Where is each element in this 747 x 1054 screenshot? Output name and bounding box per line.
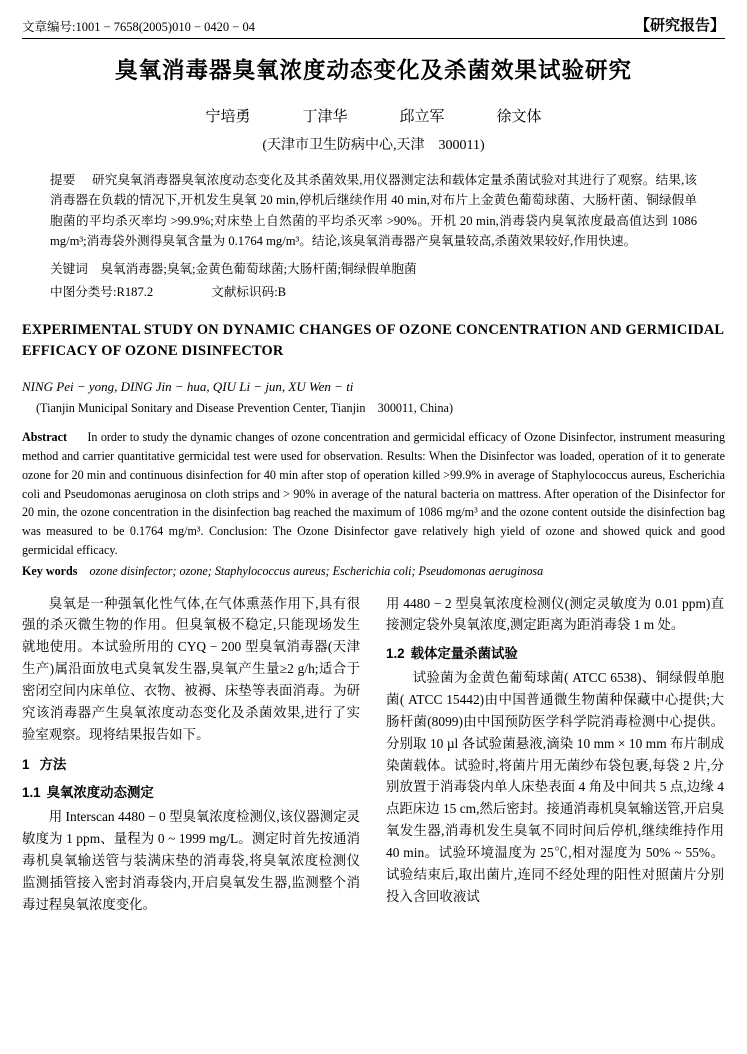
author-list [22,105,725,126]
subsection-title: 臭氧浓度动态测定 [46,785,154,801]
subsection-title: 载体定量杀菌试验 [410,646,518,662]
author: 宁培勇 [205,109,251,125]
article-code: 文章编号:1001 − 7658(2005)010 − 0420 − 04 [22,20,255,34]
header-divider [22,38,725,39]
classification-line [50,281,697,300]
english-keywords-label: Key words [22,563,78,578]
abstract-label: 提要 [50,173,76,187]
subsection-paragraph: 用 Interscan 4480 − 0 型臭氧浓度检测仪,该仪器测定灵敏度为 1 ppm、量程为 0 ~ 1999 mg/L。测定时首先按通消毒机臭氧输送管与装满床垫的消毒袋,将臭氧浓度检测仪监测插管接入密封消毒袋内,开启臭氧发生器,监测整个消毒过程臭氧浓度变化。 [22,809,360,912]
intro-paragraph: 臭氧是一种强氧化性气体,在气体熏蒸作用下,具有很强的杀灭微生物的作用。但臭氧极不稳定,只能现场发生就地使用。本试验所用的 CYQ − 200 型臭氧消毒器(天津生产)属沿面放电式臭氧发生器,臭氧产生量≥2 g/h;适合于密闭空间内床单位、衣物、被褥、床垫等表面消毒。为研究该消毒器产生臭氧浓度动态变化及杀菌效果,进行了实验室观察。现将结果报告如下。 [22,595,360,742]
abstract-text: 研究臭氧消毒器臭氧浓度动态变化及其杀菌效果,用仪器测定法和载体定量杀菌试验对其进行了观察。结果,该消毒器在负载的情况下,开机发生臭氧 20 min,停机后继续作用 40 min,对布片上金黄色葡萄球菌、大肠杆菌、铜绿假单胞菌的平均杀灭率均 >99.9%;对床垫上自然菌的平均杀灭率 >90%。开机 20 min,消毒袋内臭氧浓度最高值达到 1086 mg/m³;消毒袋外测得臭氧含量为 0.1764 mg/m³。结论,该臭氧消毒器产臭氧量较高,杀菌效果较好,作用快速。 [50,173,698,249]
body-columns [22,593,725,916]
keywords-label: 关键词 [50,261,88,276]
section-number: 1 [22,756,30,772]
abstract-chinese [50,170,697,252]
subsection-heading-carrier-test [386,643,724,665]
section-heading-methods [22,754,360,776]
column-right [386,593,724,916]
english-keywords-text: ozone disinfector; ozone; Staphylococcus aureus; Escherichia coli; Pseudomonas aeruginosa [89,563,544,578]
keywords-text: 臭氧消毒器;臭氧;金黄色葡萄球菌;大肠杆菌;铜绿假单胞菌 [100,261,417,276]
category-tag: 【研究报告】 [634,17,725,34]
document-code: 文献标识码:B [211,284,287,299]
section-title: 方法 [39,756,67,772]
subsection-number: 1.1 [22,785,41,801]
page-header [22,14,725,38]
author: 邱立军 [399,109,445,125]
keywords-chinese [50,259,697,279]
subsection-number: 1.2 [386,646,405,662]
abstract-english [22,428,725,559]
author: 徐文体 [496,109,542,125]
keywords-english [22,564,725,579]
author: 丁津华 [302,109,348,125]
subsection-heading-ozone-dynamics [22,782,360,804]
english-title: EXPERIMENTAL STUDY ON DYNAMIC CHANGES OF OZONE CONCENTRATION AND GERMICIDAL EFFICACY OF OZONE DISINFECTOR [22,321,724,359]
clc-number: 中图分类号:R187.2 [50,284,154,299]
english-abstract-text: In order to study the dynamic changes of ozone concentration and germicidal efficacy of Ozone Disinfector, instrument measuring method and carrier quantitative germicidal test were used for observation. Results: When the Disinfector was loaded, operation of it to generate ozone for 20 min and continuous disinfection for 40 min after stop of operation killed >99.9% in average of Staphylococcus aureus, Escherichia coli and Pseudomonas aeruginosa on cloth strips and > 90% in average of the natural bacteria on mattress. After operation of the Disinfector for 20 min, the ozone concentration in the disinfection bag reached the maximum of 1086 mg/m³ and the ozone content outside the disinfection bag was measured to be 0.1764 mg/m³. Conclusion: The Ozone Disinfector gave relatively high yield of ozone and showed quick and good germicidal efficacy. [22,430,726,557]
subsection-paragraph: 试验菌为金黄色葡萄球菌( ATCC 6538)、铜绿假单胞菌( ATCC 15442)由中国普通微生物菌种保藏中心提供;大肠杆菌(8099)由中国预防医学科学院消毒检测中心提供。分别取 10 µl 各试验菌悬液,滴染 10 mm × 10 mm 布片制成染菌载体。试验时,将菌片用无菌纱布袋包裹,每袋 2 片,分别放置于消毒袋内单人床垫表面 4 角及中间共 5 点,边缘 4 点距床边 15 cm,然后密封。接通消毒机臭氧输送管,开启臭氧发生器,消毒机发生臭氧不同时间后停机,继续维持作用 40 min。试验环境温度为 25℃,相对湿度为 50% ~ 55%。试验结束后,取出菌片,连同不经处理的阳性对照菌片分别投入含回收液试 [386,670,724,904]
english-affiliation: (Tianjin Municipal Sonitary and Disease Prevention Center, Tianjin 300011, China) [36,401,454,416]
affiliation: (天津市卫生防病中心,天津 300011) [262,138,485,153]
continued-paragraph: 用 4480 − 2 型臭氧浓度检测仪(测定灵敏度为 0.01 ppm)直接测定袋外臭氧浓度,测定距离为距消毒袋 1 m 处。 [386,595,724,633]
english-abstract-label: Abstract [22,430,68,445]
english-author-list: NING Pei − yong, DING Jin − hua, QIU Li − jun, XU Wen − ti [22,379,354,395]
column-left [22,593,360,916]
page-title: 臭氧消毒器臭氧浓度动态变化及杀菌效果试验研究 [114,58,632,83]
